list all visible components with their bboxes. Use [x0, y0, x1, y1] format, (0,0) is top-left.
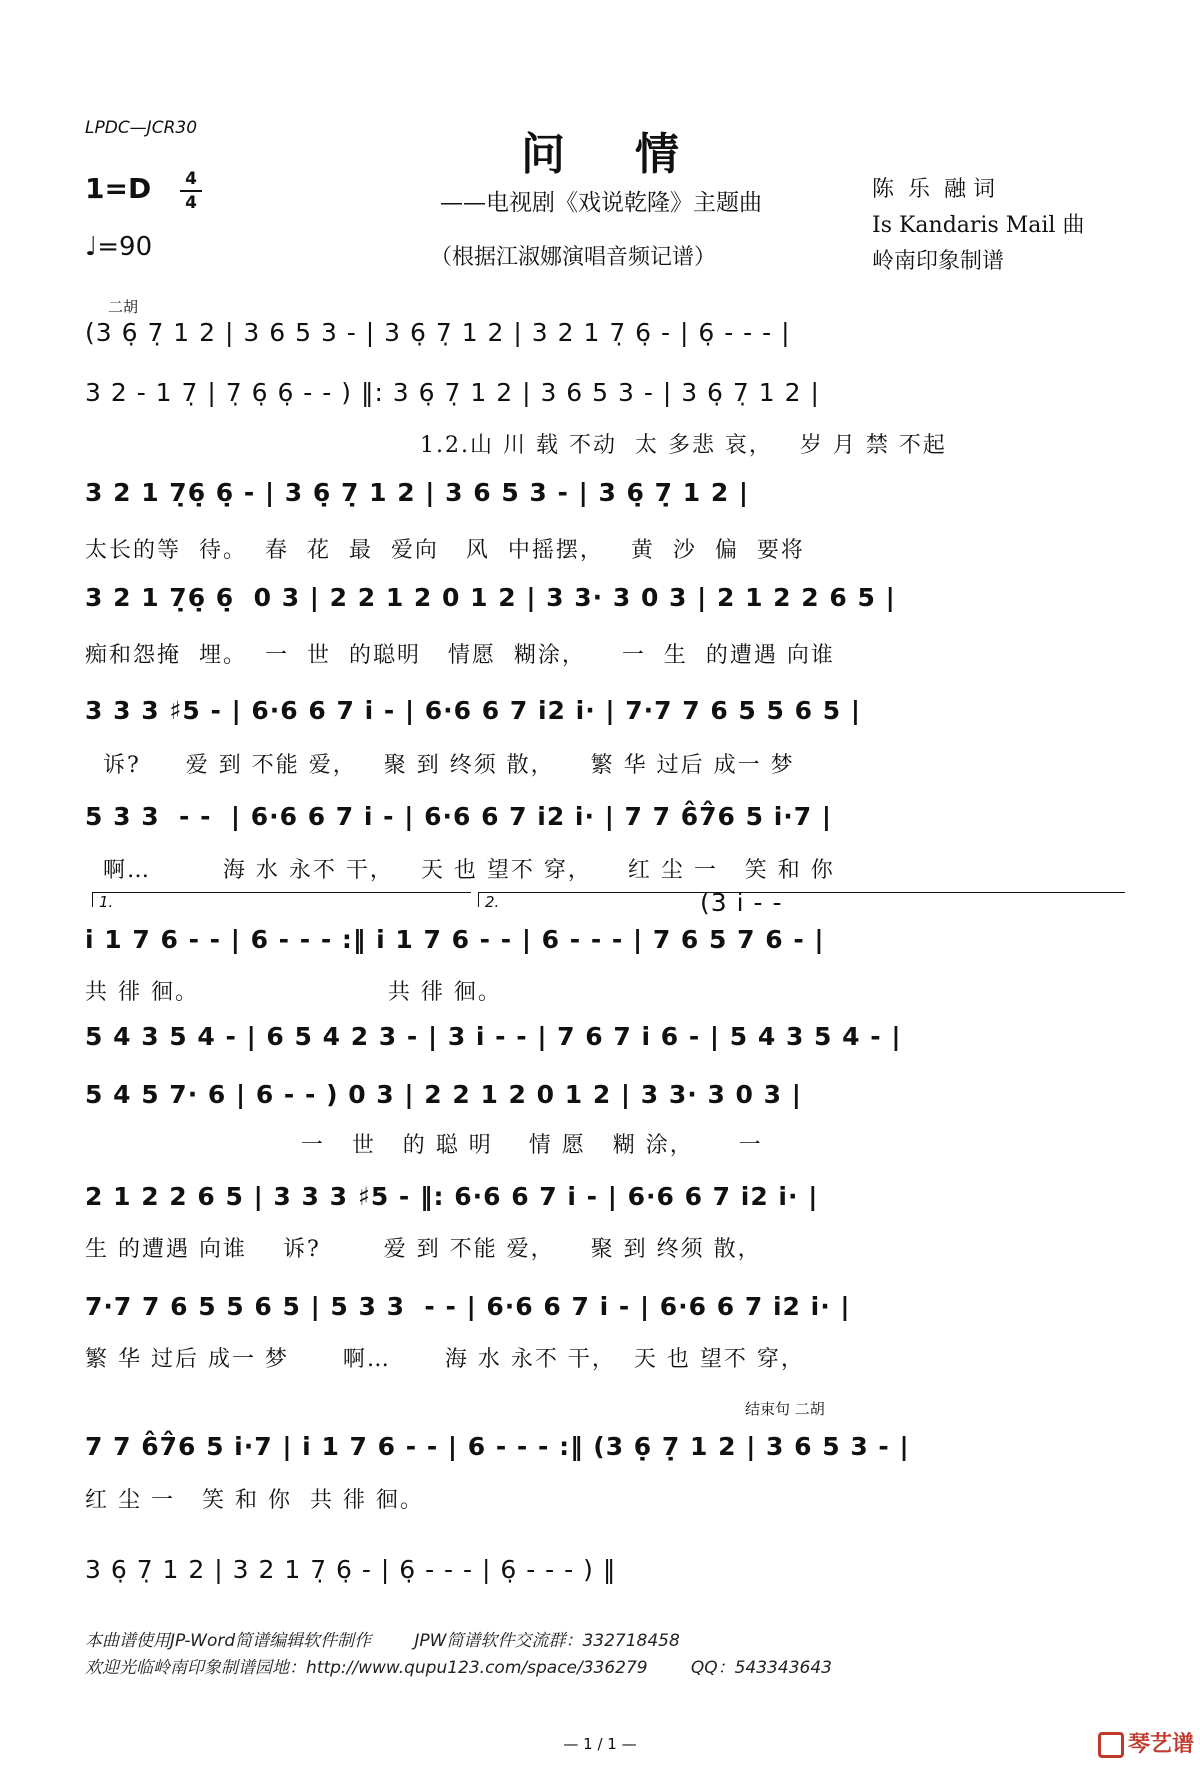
lyric-line-7: 共 徘 徊。 共 徘 徊。	[85, 980, 502, 1005]
time-signature	[180, 170, 202, 212]
score-line-10: 2 1 2 2 6 5 | 3 3 3 ♯5 - ‖: 6·6 6 7 i - | 6·6 6 7 i2 i· |	[85, 1182, 819, 1211]
lyric-line-5: 诉? 爱 到 不能 爱， 聚 到 终须 散， 繁 华 过后 成一 梦	[85, 753, 795, 778]
document-code: LPDC—JCR30	[85, 118, 198, 138]
score-line-2: 3 2 - 1 7̣ | 7̣ 6̣ 6̣ - - ) ‖: 3 6̣ 7̣ 1 2 | 3 6 5 3 - | 3 6̣ 7̣ 1 2 |	[85, 378, 820, 407]
lyric-line-2: 1.2.山 川 载 不动 太 多悲 哀， 岁 月 禁 不起	[420, 433, 947, 458]
score-line-11: 7·7 7 6 5 5 6 5 | 5 3 3 - - | 6·6 6 7 i - | 6·6 6 7 i2 i· |	[85, 1292, 851, 1321]
credit-music: Is Kandaris Mail 曲	[872, 213, 1085, 238]
song-title: 问情	[521, 129, 749, 180]
lyric-line-3: 太长的等 待。 春 花 最 爱向 风 中摇摆， 黄 沙 偏 要将	[85, 538, 805, 563]
lyric-line-4: 痴和怨掩 埋。 一 世 的聪明 情愿 糊涂， 一 生 的遭遇 向谁	[85, 643, 835, 668]
score-line-12: 7 7 6̂7̂6 5 i·7 | i 1 7 6 - - | 6 - - - :‖ (3 6̣ 7̣ 1 2 | 3 6 5 3 - |	[85, 1432, 910, 1461]
score-line-3: 3 2 1 7̣6̣ 6̣ - | 3 6̣ 7̣ 1 2 | 3 6 5 3 - | 3 6̣ 7̣ 1 2 |	[85, 478, 750, 507]
volta-2: 2.	[478, 892, 1125, 907]
transcription-note: （根据江淑娜演唱音频记谱）	[430, 245, 717, 270]
score-line-4: 3 2 1 7̣6̣ 6̣ 0 3 | 2 2 1 2 0 1 2 | 3 3· 3 0 3 | 2 1 2 2 6 5 |	[85, 583, 896, 612]
lyric-line-9: 一 世 的 聪 明 情 愿 糊 涂， 一	[85, 1133, 763, 1158]
score-line-7-overlay: (3 i - -	[700, 888, 783, 917]
meter-top: 4	[185, 169, 197, 189]
volta-1: 1.	[92, 892, 471, 907]
score-line-5: 3 3 3 ♯5 - | 6·6 6 7 i - | 6·6 6 7 i2 i· | 7·7 7 6 5 5 6 5 |	[85, 696, 861, 725]
ending-label	[745, 1398, 825, 1419]
score-line-1: (3 6̣ 7̣ 1 2 | 3 6 5 3 - | 3 6̣ 7̣ 1 2 | 3 2 1 7̣ 6̣ - | 6̣ - - - |	[85, 318, 791, 347]
logo-icon	[1098, 1732, 1124, 1758]
meter-bar	[180, 190, 202, 192]
score-line-7: i 1 7 6 - - | 6 - - - :‖ i 1 7 6 - - | 6 - - - | 7 6 5 7 6 - |	[85, 925, 825, 954]
instrument-label: 二胡	[108, 298, 139, 316]
page-number: — 1 / 1 —	[563, 1735, 637, 1753]
lyric-line-6: 啊… 海 水 永不 干， 天 也 望不 穿， 红 尘 一 笑 和 你	[85, 858, 835, 883]
site-logo	[1098, 1727, 1194, 1758]
score-line-6: 5 3 3 - - | 6·6 6 7 i - | 6·6 6 7 i2 i· | 7 7 6̂7̂6 5 i·7 |	[85, 802, 833, 831]
footer-line-1: 本曲谱使用JP-Word简谱编辑软件制作 JPW简谱软件交流群：332718458	[85, 1631, 680, 1651]
lyric-line-10: 生 的遭遇 向谁 诉? 爱 到 不能 爱， 聚 到 终须 散，	[85, 1237, 762, 1262]
ending-text: 结束句	[745, 1400, 791, 1418]
score-line-13: 3 6̣ 7̣ 1 2 | 3 2 1 7̣ 6̣ - | 6̣ - - - | 6̣ - - - ) ‖	[85, 1555, 617, 1584]
lyric-line-11: 繁 华 过后 成一 梦 啊… 海 水 永不 干， 天 也 望不 穿，	[85, 1347, 805, 1372]
credit-lyrics: 陈 乐 融 词	[872, 177, 995, 202]
logo-text: 琴艺谱	[1128, 1732, 1195, 1757]
footer-line-2: 欢迎光临岭南印象制谱园地：http://www.qupu123.com/space/336279 QQ：543343643	[85, 1658, 832, 1678]
key-signature: 1=D	[85, 172, 152, 205]
score-line-9: 5 4 5 7· 6 | 6 - - ) 0 3 | 2 2 1 2 0 1 2 | 3 3· 3 0 3 |	[85, 1080, 802, 1109]
credit-score: 岭南印象制谱	[872, 249, 1005, 274]
meter-bottom: 4	[185, 193, 197, 213]
subtitle: ——电视剧《戏说乾隆》主题曲	[440, 190, 762, 216]
lyric-line-12: 红 尘 一 笑 和 你 共 徘 徊。	[85, 1488, 424, 1513]
ending-instrument: 二胡	[794, 1400, 825, 1418]
tempo-marking: ♩=90	[85, 232, 153, 262]
score-line-8: 5 4 3 5 4 - | 6 5 4 2 3 - | 3 i - - | 7 6 7 i 6 - | 5 4 3 5 4 - |	[85, 1022, 902, 1051]
